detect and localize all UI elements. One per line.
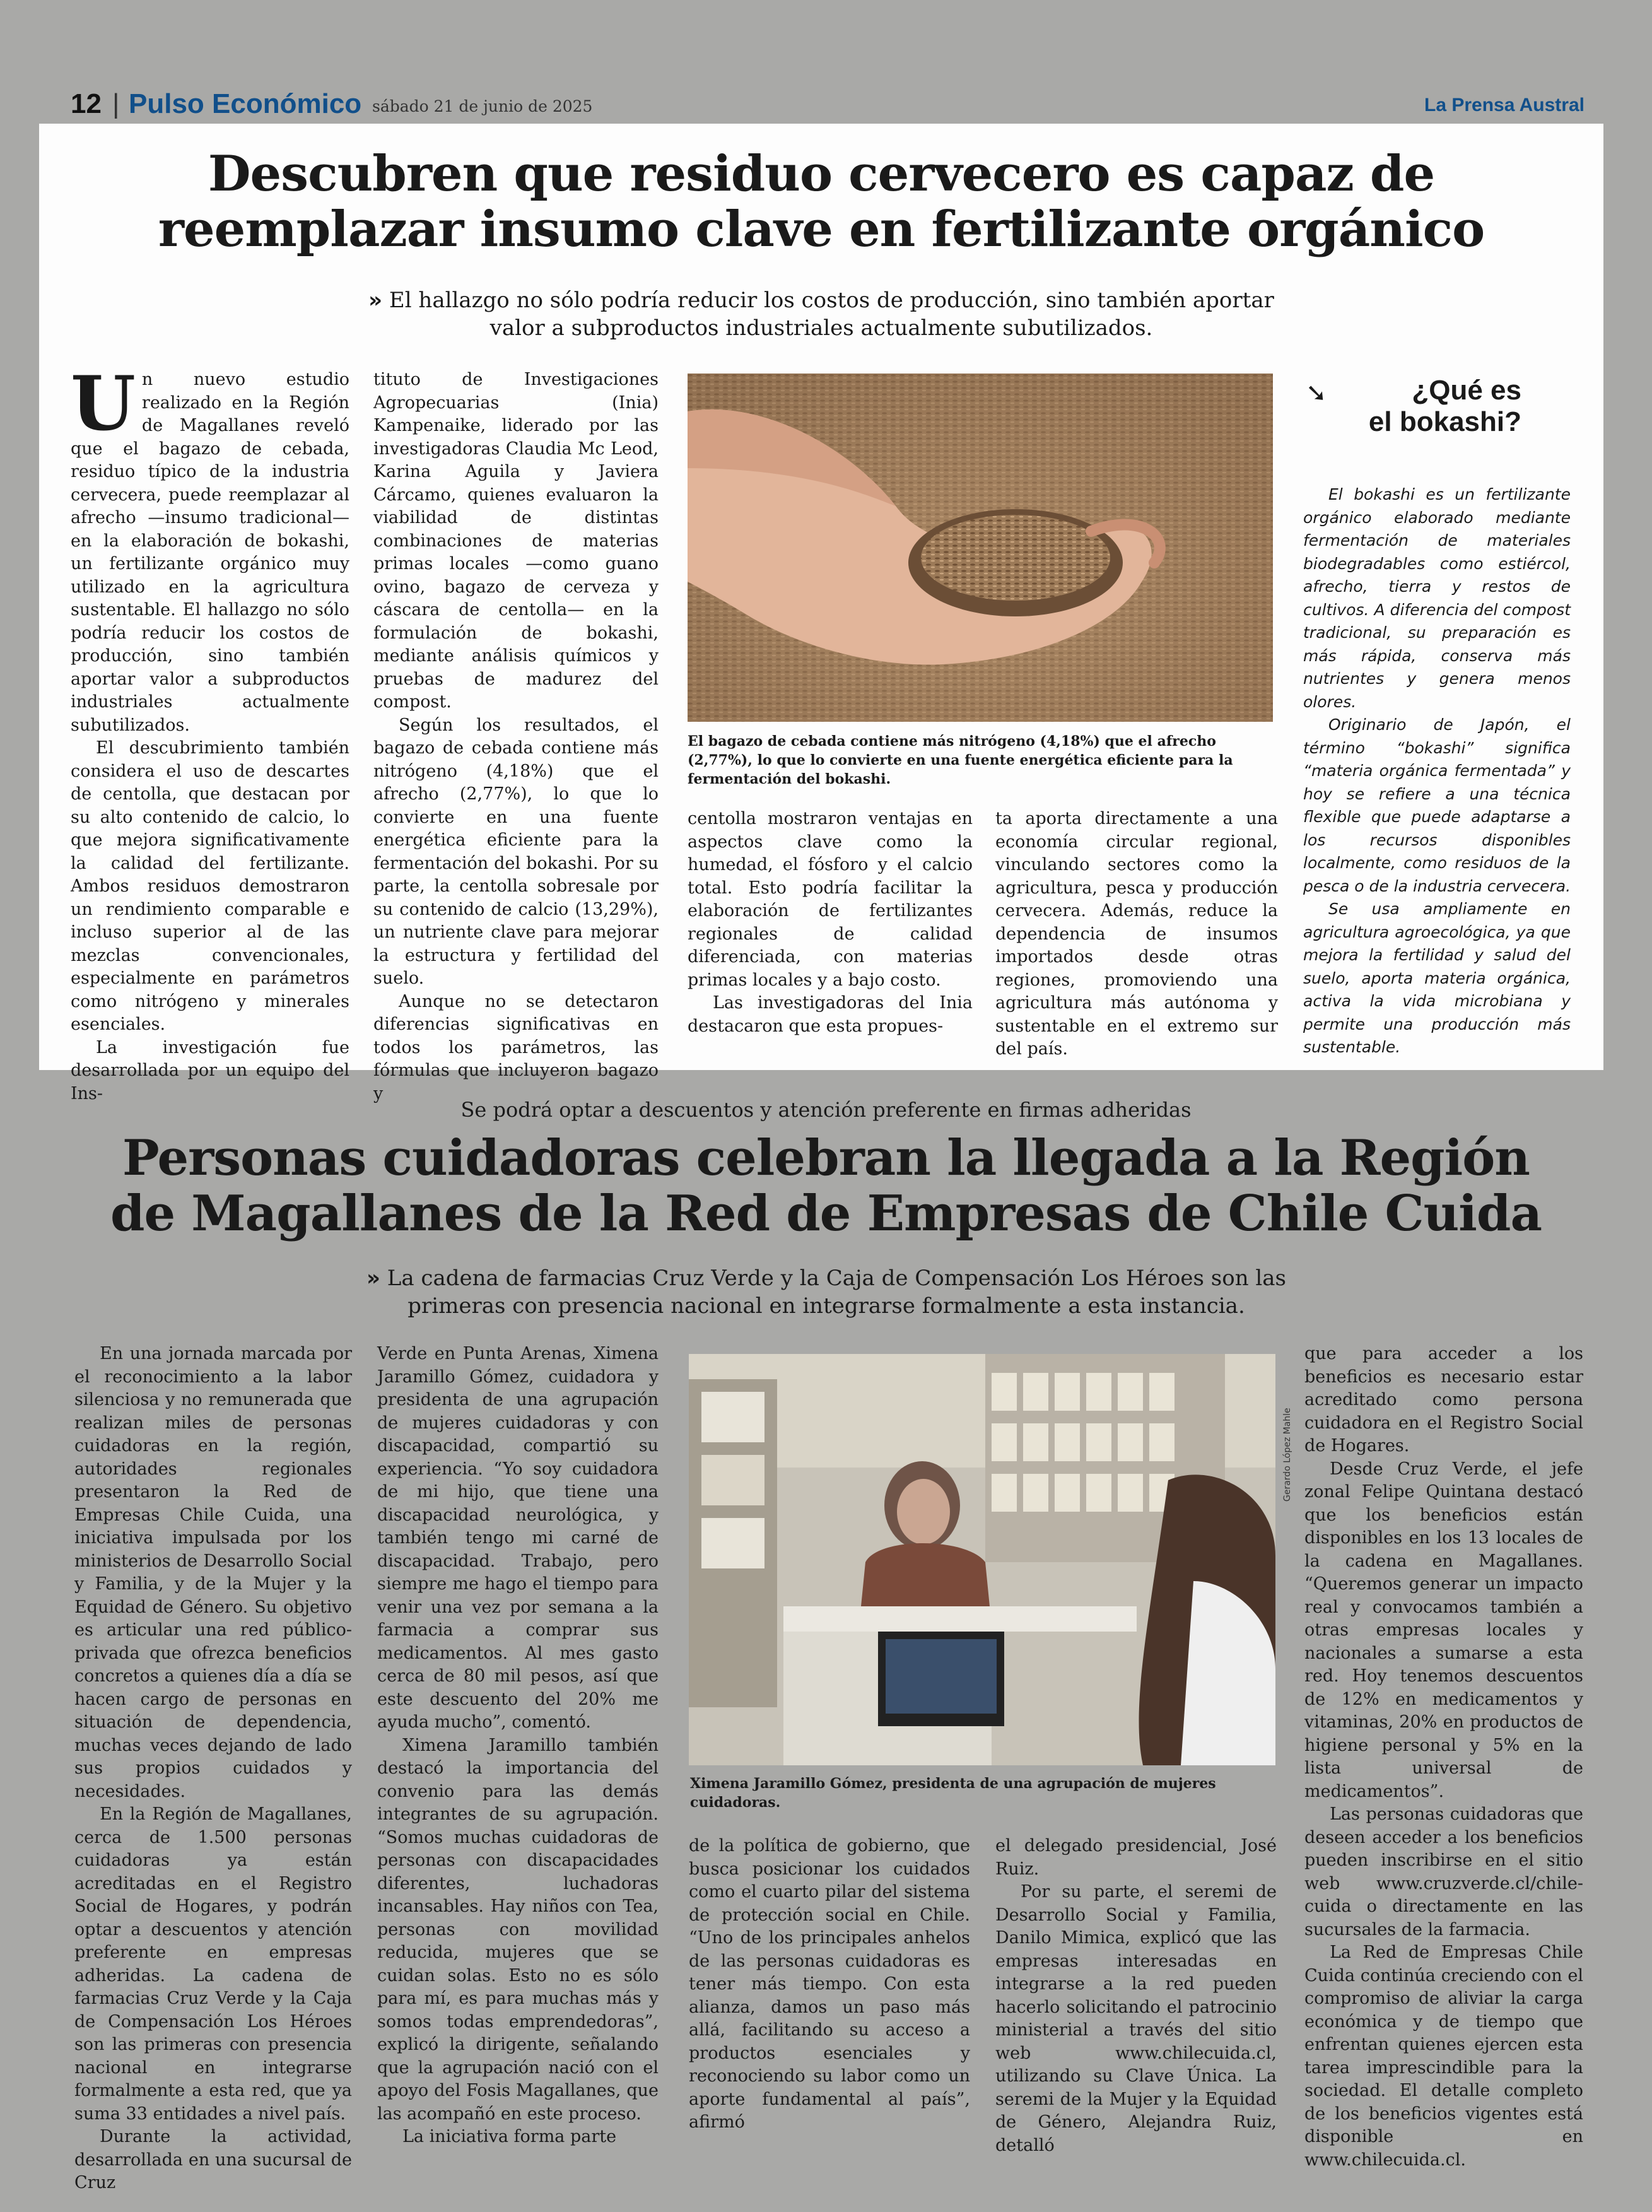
paragraph: el delegado presidencial, José Ruiz. [995, 1836, 1277, 1879]
paragraph: Aunque no se detectaron diferencias significativas en todos los parámetros, las fórmulas que incluyeron bagazo y [373, 991, 659, 1103]
pharmacy-counter-image [689, 1354, 1275, 1765]
page-number: 12 [71, 88, 102, 119]
paragraph: Desde Cruz Verde, el jefe zonal Felipe Quintana destacó que los beneficios están disponibles en los 13 locales de la cadena en Magallanes. “Queremos generar un impacto real y convocamos también a otras empresas locales y nacionales a sumarse a esta red. Hoy tenemos descuentos de 12% en medicamentos y vitaminas, 20% en productos de higiene personal y 5% en la lista universal de medicamentos”. [1304, 1459, 1583, 1801]
paragraph: Las personas cuidadoras que deseen acceder a los beneficios pueden inscribirse en el sitio web www.cruzverde.cl/chile-cuida o directamente en las sucursales de la farmacia. [1304, 1804, 1583, 1939]
box-title: ¿Qué es el bokashi? [1368, 375, 1521, 437]
newspaper-name: La Prensa Austral [1424, 95, 1585, 115]
lead-line-2: valor a subproductos industriales actualmente subutilizados. [489, 315, 1153, 341]
page-header [71, 88, 1585, 124]
paragraph: de la política de gobierno, que busca posicionar los cuidados como el cuarto pilar del sistema de protección social en Chile. “Uno de los principales anhelos de las personas cuidadoras es tener más tiempo. Con esta alianza, damos un paso más allá, facilitando su acceso a productos esenciales y reconociendo su labor como un aporte fundamental al país”, afirmó [689, 1836, 970, 2132]
paragraph: En una jornada marcada por el reconocimiento a la labor silenciosa y no remunerada que realizan miles de personas cuidadoras en la región, autoridades regionales presentaron la Red de Empresas Chile Cuida, una iniciativa impulsada por los ministerios de Desarrollo Social y Familia, y de la Mujer y la Equidad de Género. Su objetivo es articular una red público-privada que ofrezca beneficios concretos a quienes día a día se hacen cargo de personas en situación de dependencia, muchas veces dejando de lado sus propios cuidados y necesidades. [74, 1344, 352, 1801]
paragraph: El bokashi es un fertilizante orgánico elaborado mediante fermentación de materiales biodegradables como estiércol, afrecho, tierra y restos de cultivos. A diferencia del compost tradicional, su preparación es más rápida, conserva más nutrientes y genera menos olores. [1303, 485, 1571, 711]
title-line-1: Personas cuidadoras celebran la llegada a la Región [122, 1129, 1530, 1187]
paragraph: Las investigadoras del Inia destacaron que esta propues- [688, 993, 973, 1036]
title-line-2: de Magallanes de la Red de Empresas de Chile Cuida [110, 1185, 1542, 1242]
article2-column-5 [1304, 1343, 1583, 2172]
title-line-2: reemplazar insumo clave en fertilizante orgánico [158, 201, 1485, 258]
paragraph: Ximena Jaramillo también destacó la importancia del convenio para las demás integrantes de su agrupación. “Somos muchas cuidadoras de personas con discapacidades diferentes, luchadoras incansables. Hay niños con Tea, personas con movilidad reducida, mujeres que se cuidan solas. Esto no es sólo para mí, es para muchas más y somos todas emprendedoras”, explicó la dirigente, señalando que la agrupación nació con el apoyo del Fosis Magallanes, que las acompañó en este proceso. [377, 1735, 659, 2124]
article-title [39, 146, 1603, 257]
paragraph: centolla mostraron ventajas en aspectos clave como la humedad, el fósforo y el calcio total. Esto podría facilitar la elaboración de fertilizantes regionales de calidad diferenciada, con materias primas locales y a bajo costo. [688, 809, 973, 990]
lead-marker-icon: » [368, 288, 383, 313]
publication-date: sábado 21 de junio de 2025 [372, 97, 593, 115]
photo-caption: El bagazo de cebada contiene más nitrógeno (4,18%) que el afrecho (2,77%), lo que lo convierte en una fuente energética eficiente para la fermentación del bokashi. [688, 733, 1233, 787]
paragraph: Un nuevo estudio realizado en la Región de Magallanes reveló que el bagazo de cebada, residuo típico de la industria cervecera, puede reemplazar al afrecho —insumo tradicional— en la elaboración de bokashi, un fertilizante orgánico muy utilizado en la agricultura sustentable. El hallazgo no sólo podría reducir los costos de producción, sino también aportar valor a subproductos industriales actualmente subutilizados. [71, 360, 349, 735]
paragraph: Por su parte, el seremi de Desarrollo Social y Familia, Danilo Mimica, explicó que las empresas interesadas en integrarse a la red pueden hacerlo solicitando el patrocinio ministerial a través del sitio web www.chilecuida.cl, utilizando su Clave Única. La seremi de la Mujer y la Equidad de Género, Alejandra Ruiz, detalló [995, 1882, 1277, 2155]
article2-column-4 [995, 1835, 1277, 2157]
article2-column-3 [689, 1835, 970, 2134]
paragraph: La iniciativa forma parte [402, 2127, 617, 2146]
paragraph: El descubrimiento también considera el uso de descartes de centolla, que destacan por su alto contenido de calcio, lo que mejora significativamente la calidad del fertilizante. Ambos residuos demostraron un rendimiento comparable e incluso superior al de las mezclas convencionales, especialmente en parámetros como nitrógeno y minerales esenciales. [71, 738, 349, 1034]
photo-credit: Gerardo López Mahle [1282, 1408, 1292, 1502]
arrow-icon: ➘ [1306, 379, 1327, 408]
paragraph: Verde en Punta Arenas, Ximena Jaramillo Gómez, cuidadora y presidenta de una agrupación de mujeres cuidadoras y con discapacidad, compartió su experiencia. “Yo soy cuidadora de mi hijo, que tiene una discapacidad neurológica, y también tengo mi carné de discapacidad. Trabajo, pero siempre me hago el tiempo para venir una vez por semana a la farmacia a comprar sus medicamentos. Al mes gasto cerca de 80 mil pesos, así que este descuento del 20% me ayuda mucho”, comentó. [377, 1344, 659, 1732]
bokashi-info-box [1303, 483, 1571, 1059]
title-line-1: Descubren que residuo cervecero es capaz de [208, 145, 1435, 203]
article-bokashi [39, 124, 1603, 1103]
paragraph: ta aporta directamente a una economía circular regional, vinculando sectores como la agricultura, pesca y producción cervecera. Además, reduce la dependencia de insumos importados desde otras regiones, promoviendo una agricultura más autónoma y sustentable en el extremo sur del país. [995, 809, 1278, 1059]
paragraph: que para acceder a los beneficios es necesario estar acreditado como persona cuidadora en el Registro Social de Hogares. [1304, 1344, 1583, 1456]
photo-caption: Ximena Jaramillo Gómez, presidenta de una agrupación de mujeres cuidadoras. [690, 1775, 1216, 1811]
lead-line-1: La cadena de farmacias Cruz Verde y la Caja de Compensación Los Héroes son las [387, 1266, 1287, 1291]
lead-marker-icon: » [366, 1266, 380, 1291]
article-kicker: Se podrá optar a descuentos y atención preferente en firmas adheridas [460, 1098, 1192, 1122]
article-lead [291, 286, 1351, 342]
paragraph: Durante la actividad, desarrollada en una sucursal de Cruz [74, 2127, 352, 2192]
article-lead [290, 1264, 1362, 1320]
paragraph: La Red de Empresas Chile Cuida continúa creciendo con el compromiso de aliviar la carga económica y de tiempo que enfrentan quienes ejercen esta tarea imprescindible para la sociedad. El detalle completo de los beneficios vigentes está disponible en www.chilecuida.cl. [1304, 1943, 1583, 2170]
bagazo-photo [688, 374, 1273, 722]
paragraph: Según los resultados, el bagazo de cebada contiene más nitrógeno (4,18%) que el afrecho (2,77%), lo que lo convierte en una fuente energética eficiente para la fermentación del bokashi. Por su parte, la centolla sobresale por su contenido de calcio (13,29%), un nutriente clave para mejorar la estructura y fertilidad del suelo. [373, 715, 659, 988]
paragraph: En la Región de Magallanes, cerca de 1.500 personas cuidadoras ya están acreditadas en el Registro Social de Hogares, y podrán optar a descuentos y atención preferente en empresas adheridas. La cadena de farmacias Cruz Verde y la Caja de Compensación Los Héroes son las primeras con presencia nacional en integrarse formalmente a esta red, que ya suma 33 entidades a nivel país. [74, 1804, 352, 2124]
drop-cap: U [71, 360, 136, 447]
article1-column-3 [688, 808, 973, 1038]
hand-with-grain-image [688, 374, 1273, 722]
header-separator: | [112, 88, 120, 119]
paragraph: Originario de Japón, el término “bokashi” significa “materia orgánica fermentada” y hoy se refiere a una técnica flexible que puede adaptarse a los recursos disponibles localmente, como residuos de la pesca o de la industria cervecera. [1303, 715, 1571, 895]
article1-column-4 [995, 808, 1278, 1061]
lead-line-1: El hallazgo no sólo podría reducir los costos de producción, sino también aportar [389, 288, 1274, 313]
article1-column-2 [373, 368, 659, 1105]
paragraph: Se usa ampliamente en agricultura agroecológica, ya que mejora la fertilidad y salud del suelo, aporta materia orgánica, activa la vida microbiana y permite una producción más sustentable. [1303, 900, 1571, 1056]
paragraph: tituto de Investigaciones Agropecuarias (Inia) Kampenaike, liderado por las investigadoras Claudia Mc Leod, Karina Aguila y Javiera Cárcamo, quienes evaluaron la viabilidad de distintas combinaciones de materias primas locales —como guano ovino, bagazo de cerveza y cáscara de centolla— en la formulación de bokashi, mediante análisis químicos y pruebas de madurez del compost. [373, 370, 659, 712]
article-title [0, 1131, 1652, 1242]
lead-line-2: primeras con presencia nacional en integrarse formalmente a esta instancia. [407, 1293, 1245, 1319]
section-name: Pulso Económico [129, 88, 362, 119]
article2-column-1 [74, 1343, 352, 2195]
pharmacy-photo [689, 1354, 1275, 1765]
paragraph: La investigación fue desarrollada por un equipo del Ins- [71, 1037, 349, 1103]
article1-column-1 [71, 360, 349, 1105]
article2-column-2 [377, 1343, 659, 2149]
